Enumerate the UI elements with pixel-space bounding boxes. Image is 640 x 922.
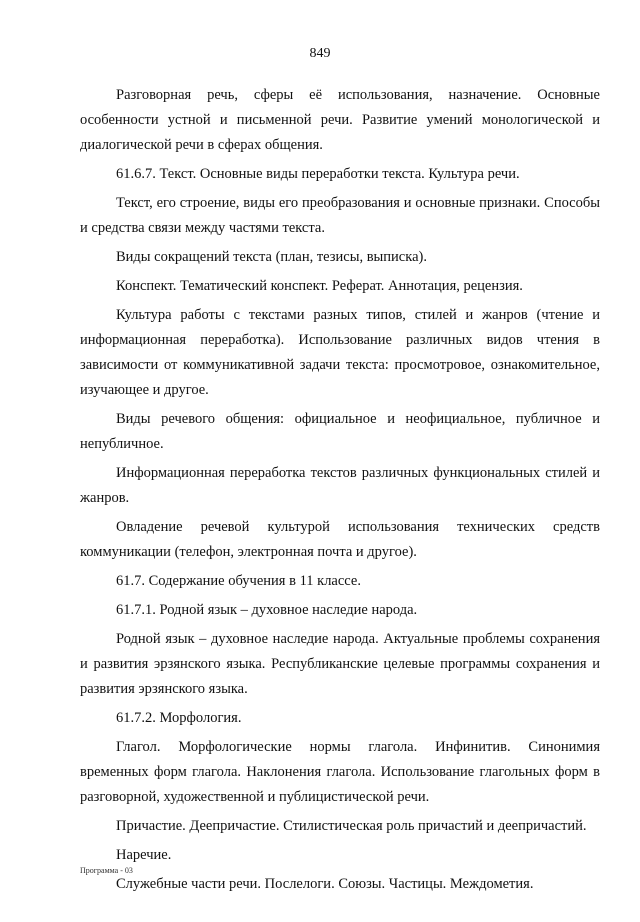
paragraph: Культура работы с текстами разных типов, стилей и жанров (чтение и информационная переработка). Использование различных видов чтения в зависимости от коммуникативной задачи текста: просмотровое, ознакомительное, изучающее и другое. [80,307,600,398]
paragraph: Родной язык – духовное наследие народа. Актуальные проблемы сохранения и развития эрзянского языка. Республиканские целевые программы сохранения и развития эрзянского языка. [80,631,600,697]
page-number: 849 [309,46,331,61]
page-body [80,83,600,901]
section-heading: 61.7.1. Родной язык – духовное наследие народа. [116,602,418,618]
paragraph: Виды речевого общения: официальное и неофициальное, публичное и непубличное. [80,411,600,452]
paragraph: Конспект. Тематический конспект. Реферат. Аннотация, рецензия. [116,278,523,294]
paragraph: Причастие. Деепричастие. Стилистическая роль причастий и деепричастий. [116,818,587,834]
paragraph: Наречие. [116,847,172,863]
paragraph: Информационная переработка текстов различных функциональных стилей и жанров. [80,465,600,506]
paragraph: Разговорная речь, сферы её использования, назначение. Основные особенности устной и письменной речи. Развитие умений монологической и диалогической речи в сферах общения. [80,87,600,153]
page-footer: Программа - 03 [80,866,133,875]
section-heading: 61.7. Содержание обучения в 11 классе. [116,573,361,589]
section-heading: 61.7.2. Морфология. [116,710,242,726]
paragraph: Овладение речевой культурой использования технических средств коммуникации (телефон, электронная почта и другое). [80,519,600,560]
paragraph: Служебные части речи. Послелоги. Союзы. Частицы. Междометия. [116,876,534,892]
paragraph: Текст, его строение, виды его преобразования и основные признаки. Способы и средства связи между частями текста. [80,195,600,236]
paragraph: Глагол. Морфологические нормы глагола. Инфинитив. Синонимия временных форм глагола. Наклонения глагола. Использование глагольных форм в разговорной, художественной и публицистической речи. [80,739,600,805]
section-heading: 61.6.7. Текст. Основные виды переработки текста. Культура речи. [116,166,520,182]
paragraph: Виды сокращений текста (план, тезисы, выписка). [116,249,427,265]
